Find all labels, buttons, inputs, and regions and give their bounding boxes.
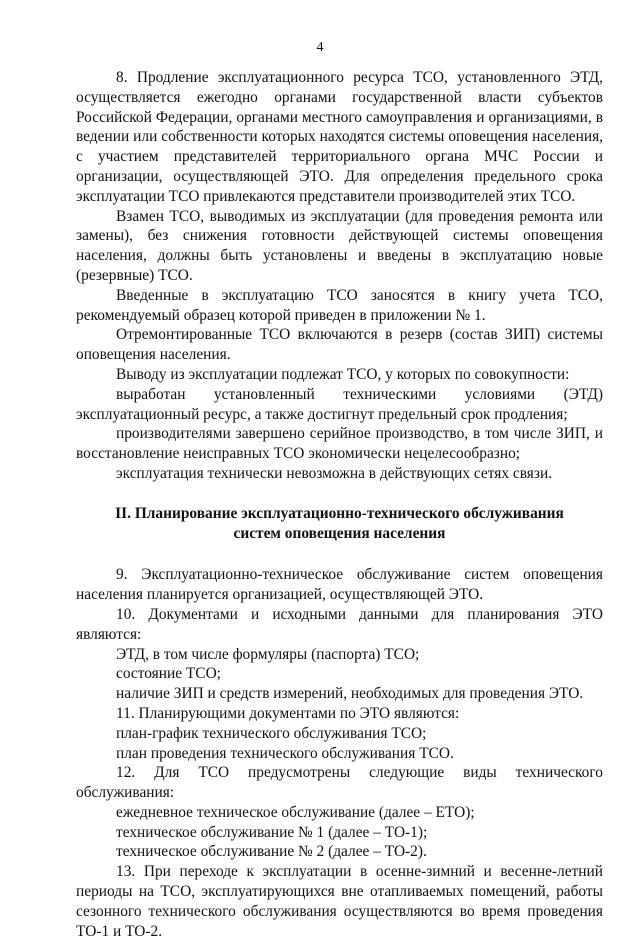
paragraph-8: 8. Продление эксплуатационного ресурса ТСО, установленного ЭТД, осуществляется ежегодно органами государственной власти субъектов Российской Федерации, органами местного самоуправления и организациями, в ведении или собственности которых находятся системы оповещения населения, с участием представителей территориального органа МЧС России и организации, осуществляющей ЭТО. Для определения предельного срока эксплуатации ТСО привлекаются представители производителей этих ТСО. [76,69,603,205]
paragraph: Выводу из эксплуатации подлежат ТСО, у которых по совокупности: [116,365,570,383]
paragraph-10: 10. Документами и исходными данными для планирования ЭТО являются: [76,605,603,643]
list-item: наличие ЗИП и средств измерений, необходимых для проведения ЭТО. [116,685,584,703]
page-number: 4 [316,40,324,55]
list-item: техническое обслуживание № 2 (далее – ТО-2). [116,843,427,861]
paragraph-12: 12. Для ТСО предусмотрены следующие виды технического обслуживания: [76,764,603,802]
paragraph: Отремонтированные ТСО включаются в резерв (состав ЗИП) системы оповещения населения. [76,326,603,364]
list-item: техническое обслуживание № 1 (далее – ТО-1); [116,823,428,841]
paragraph-9: 9. Эксплуатационно-техническое обслуживание систем оповещения населения планируется организацией, осуществляющей ЭТО. [76,566,603,604]
list-item: эксплуатация технически невозможна в действующих сетях связи. [116,464,553,482]
paragraph: Введенные в эксплуатацию ТСО заносятся в книгу учета ТСО, рекомендуемый образец которой приведен в приложении № 1. [76,286,603,324]
list-item: выработан установленный техническими условиями (ЭТД) эксплуатационный ресурс, а также достигнут предельный срок продления; [76,385,603,423]
document-body [76,68,603,941]
list-item: состояние ТСО; [116,665,221,683]
section-heading-line: II. Планирование эксплуатационно-технического обслуживания [115,504,564,522]
list-item: план-график технического обслуживания ТСО; [116,724,427,742]
list-item: ежедневное техническое обслуживание (далее – ЕТО); [116,803,475,821]
paragraph-13: 13. При переходе к эксплуатации в осенне-зимний и весенне-летний периоды на ТСО, эксплуатирующихся вне отапливаемых помещений, работы сезонного технического обслуживания осуществляются во время проведения ТО-1 и ТО-2. [76,863,603,940]
list-item: план проведения технического обслуживания ТСО. [116,744,454,762]
paragraph-11: 11. Планирующими документами по ЭТО являются: [116,704,460,722]
section-heading [76,504,603,544]
list-item: ЭТД, в том числе формуляры (паспорта) ТСО; [116,645,420,663]
section-heading-line: систем оповещения населения [233,524,446,542]
paragraph: Взамен ТСО, выводимых из эксплуатации (для проведения ремонта или замены), без снижения готовности действующей системы оповещения населения, должны быть установлены и введены в эксплуатацию новые (резервные) ТСО. [76,207,603,284]
list-item: производителями завершено серийное производство, в том числе ЗИП, и восстановление неисправных ТСО экономически нецелесообразно; [76,425,603,463]
